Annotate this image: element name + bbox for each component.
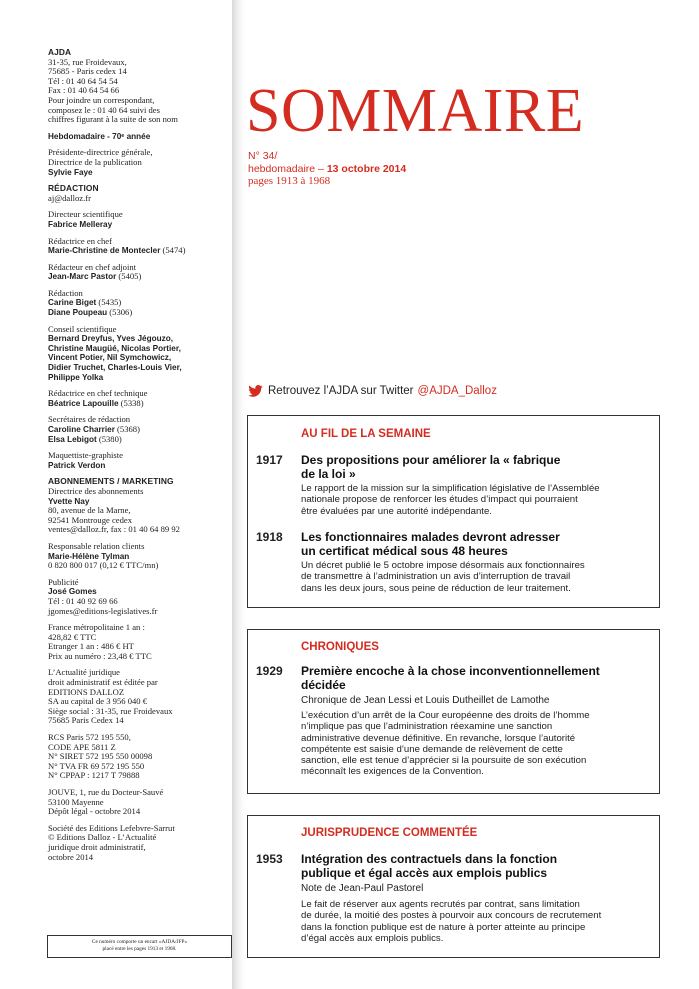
subscriptions-role: Directrice des abonnements — [48, 485, 144, 496]
secretary-name: Elsa Lebigot — [48, 434, 97, 444]
price-line: Etranger 1 an : 486 € HT — [48, 641, 134, 652]
address-line: Pour joindre un correspondant, — [48, 94, 155, 105]
redaction-role: Rédaction — [48, 287, 83, 298]
council-names: Vincent Potier, Nil Symchowicz, — [48, 353, 172, 363]
redaction-name: Carine Biget — [48, 298, 97, 308]
sci-director-name: Fabrice Melleray — [48, 219, 113, 229]
subscriptions-block — [48, 477, 228, 535]
council-names: Christine Maugüé, Nicolas Portier, — [48, 343, 181, 353]
summary-line: être évaluées par une autorité indépendante. — [301, 505, 492, 517]
chief-role: Rédactrice en chef — [48, 235, 112, 246]
sci-director-role: Directeur scientifique — [48, 209, 123, 220]
entry-title[interactable] — [301, 530, 656, 558]
tech-role: Rédactrice en chef technique — [48, 388, 148, 399]
publisher-line: SA au capital de 3 956 040 € — [48, 696, 148, 707]
summary-line: de durée, la moitié des postes à pourvoir aux concours de recrutement — [301, 910, 602, 922]
price-line: Prix au numéro : 23,48 € TTC — [48, 650, 152, 661]
publisher-line: EDITIONS DALLOZ — [48, 686, 125, 697]
secretary-ext: (5368) — [114, 424, 140, 434]
issue-info — [248, 150, 406, 188]
deputy-name: Jean-Marc Pastor — [48, 272, 117, 282]
address-line: 75685 - Paris cedex 14 — [48, 66, 127, 77]
issue-frequency: hebdomadaire – — [248, 162, 327, 175]
entry-title[interactable] — [301, 664, 656, 692]
director-block — [48, 148, 228, 177]
tech-block — [48, 389, 228, 408]
summary-line: sanction, elle est tenue d’apprécier si la poursuite de son exécution — [301, 755, 587, 767]
legal-line: CODE APE 5811 Z — [48, 741, 116, 752]
entry-summary — [301, 483, 656, 517]
insert-note-line: placé entre les pages 1913 et 1968. — [102, 946, 177, 952]
issue-date: 13 octobre 2014 — [326, 162, 407, 175]
summary-line: dans la fonction publique est de nature à porter atteinte au principe — [301, 921, 586, 933]
page-fold-shadow — [232, 0, 246, 989]
address-line: composez le : 01 40 64 suivi des — [48, 104, 160, 115]
secretary-name: Caroline Charrier — [48, 425, 115, 434]
insert-note-line: Ce numéro comporte un encart «AJDA/JFP» — [91, 939, 188, 945]
twitter-handle-link[interactable]: @AJDA_Dalloz — [417, 385, 497, 397]
frequency: Hebdomadaire - 70ᵉ année — [48, 131, 151, 141]
legal-line: RCS Paris 572 195 550, — [48, 732, 131, 743]
summary-line: Le rapport de la mission sur la simplification législative de l’Assemblée — [301, 483, 600, 494]
page-title: SOMMAIRE — [246, 77, 585, 145]
deputy-ext: (5405) — [116, 271, 142, 282]
issue-number: N° 34/ — [248, 150, 278, 162]
entry-title-line: Des propositions pour améliorer la « fabrique — [301, 453, 561, 467]
secretaries-block — [48, 415, 228, 444]
subscriptions-name: Yvette Nay — [48, 496, 90, 506]
redaction-heading: RÉDACTION — [48, 183, 99, 194]
redaction-email: aj@dalloz.fr — [48, 192, 91, 203]
copyright-line: octobre 2014 — [48, 851, 94, 862]
summary-line: de transmettre à l’administration un avis d’interruption de travail — [301, 571, 571, 583]
subscriptions-address: ventes@dalloz.fr, fax : 01 40 64 89 92 — [48, 524, 180, 535]
summary-line: méconnaît les exigences de la Convention. — [301, 766, 484, 778]
page-number: 1929 — [256, 664, 283, 678]
advertising-contact: jgomes@editions-legislatives.fr — [48, 605, 158, 616]
tech-ext: (5338) — [118, 397, 144, 408]
copyright-line: juridique droit administratif, — [48, 841, 146, 852]
summary-line: L’exécution d’un arrêt de la Cour européenne des droits de l’homme — [301, 710, 590, 721]
price-line: 428,82 € TTC — [48, 631, 97, 642]
entry-author: Note de Jean-Paul Pastorel — [301, 883, 424, 894]
director-role: Présidente-directrice générale, — [48, 147, 153, 158]
summary-line: nationale propose de renforcer les études d’impact qui pourraient — [301, 494, 578, 506]
prices-block — [48, 623, 228, 661]
council-names: Bernard Dreyfus, Yves Jégouzo, — [48, 334, 173, 344]
chief-name: Marie-Christine de Montecler — [48, 246, 161, 256]
page-number: 1917 — [256, 453, 283, 467]
redaction-ext: (5435) — [96, 297, 122, 308]
layout-role: Maquettiste-graphiste — [48, 450, 123, 461]
address-line: Tél : 01 40 64 54 54 — [48, 75, 118, 86]
summary-line: d’égal accès aux emplois publics. — [301, 932, 444, 944]
redaction-block — [48, 184, 228, 203]
entry-author: Chronique de Jean Lessi et Louis Dutheillet de Lamothe — [301, 695, 550, 706]
entry-title-line: publique et égal accès aux emplois publics — [301, 866, 548, 880]
summary-line: Un décret publié le 5 octobre impose désormais aux fonctionnaires — [301, 560, 585, 571]
address-line: Fax : 01 40 64 54 66 — [48, 85, 120, 96]
secretary-ext: (5380) — [96, 433, 122, 444]
copyright-block — [48, 824, 228, 862]
advertising-block — [48, 578, 228, 616]
council-names: Didier Truchet, Charles-Louis Vier, — [48, 363, 182, 373]
page-number: 1953 — [256, 852, 283, 866]
deputy-block — [48, 263, 228, 282]
director-role: Directrice de la publication — [48, 156, 142, 167]
tech-name: Béatrice Lapouille — [48, 398, 119, 408]
page-number: 1918 — [256, 530, 283, 544]
summary-line: n’implique pas que l’administration réexamine une sanction — [301, 721, 553, 733]
advertising-role: Publicité — [48, 576, 79, 587]
summary-line: administrative devenue définitive. En revanche, lorsque l’autorité — [301, 732, 576, 744]
section-jurisprudence-commentee — [247, 815, 660, 958]
price-line: France métropolitaine 1 an : — [48, 622, 145, 633]
publisher-line: Siège social : 31-35, rue Froidevaux — [48, 705, 173, 716]
twitter-bird-icon — [248, 385, 263, 397]
issue-pages: pages 1913 à 1968 — [248, 175, 331, 187]
client-role: Responsable relation clients — [48, 540, 145, 551]
publisher-line: L’Actualité juridique — [48, 667, 120, 678]
entry-title[interactable] — [301, 852, 656, 880]
subscriptions-address: 92541 Montrouge cedex — [48, 514, 133, 525]
entry-summary — [301, 710, 656, 778]
advertising-name: José Gomes — [48, 587, 97, 597]
address-line: 31-35, rue Froidevaux, — [48, 56, 127, 67]
copyright-line: Société des Editions Lefebvre-Sarrut — [48, 822, 175, 833]
summary-line: Le fait de réserver aux agents recrutés par contrat, sans limitation — [301, 899, 580, 910]
client-name: Marie-Hélène Tylman — [48, 551, 130, 561]
copyright-line: © Editions Dalloz - L’Actualité — [48, 832, 157, 843]
entry-title-line: Intégration des contractuels dans la fonction — [301, 852, 558, 866]
entry-title-line: décidée — [301, 678, 346, 692]
layout-name: Patrick Verdon — [48, 460, 106, 470]
entry-title-line: un certificat médical sous 48 heures — [301, 544, 508, 558]
council-role: Conseil scientifique — [48, 323, 117, 334]
printer-line: 53100 Mayenne — [48, 796, 104, 807]
section-heading: AU FIL DE LA SEMAINE — [301, 428, 431, 440]
council-names: Philippe Yolka — [48, 372, 104, 382]
address-line: chiffres figurant à la suite de son nom — [48, 114, 178, 125]
insert-note-box — [47, 935, 232, 958]
masthead-column — [48, 48, 228, 862]
sci-director-block — [48, 210, 228, 229]
printer-block — [48, 788, 228, 817]
legal-line: N° SIRET 572 195 550 00098 — [48, 751, 153, 762]
entry-summary — [301, 899, 656, 944]
legal-line: N° CPPAP : 1217 T 79888 — [48, 770, 140, 781]
director-name: Sylvie Faye — [48, 167, 93, 177]
printer-line: Dépôt légal - octobre 2014 — [48, 806, 141, 817]
section-chroniques — [247, 629, 660, 794]
client-block — [48, 542, 228, 571]
chief-ext: (5474) — [160, 245, 186, 256]
subscriptions-heading: ABONNEMENTS / MARKETING — [48, 476, 174, 487]
entry-title[interactable] — [301, 453, 656, 481]
client-phone: 0 820 800 017 (0,12 € TTC/mn) — [48, 560, 159, 571]
entry-title-line: de la loi » — [301, 467, 356, 481]
summary-line: dans les deux jours, sous peine de réduction de leur traitement. — [301, 582, 571, 594]
deputy-role: Rédacteur en chef adjoint — [48, 261, 137, 272]
layout-block — [48, 451, 228, 470]
section-heading: CHRONIQUES — [301, 641, 379, 653]
redaction-ext: (5306) — [107, 307, 133, 318]
entry-title-line: Les fonctionnaires malades devront adresser — [301, 530, 560, 544]
redaction-name: Diane Poupeau — [48, 308, 108, 318]
entry-summary — [301, 560, 656, 594]
legal-block — [48, 733, 228, 781]
legal-line: N° TVA FR 69 572 195 550 — [48, 760, 145, 771]
publisher-block — [48, 668, 228, 726]
publisher-line: 75685 Paris Cedex 14 — [48, 715, 124, 726]
printer-line: JOUVE, 1, rue du Docteur-Sauvé — [48, 787, 164, 797]
masthead-name: AJDA — [48, 47, 72, 57]
masthead-address — [48, 58, 228, 125]
publisher-line: droit administratif est éditée par — [48, 677, 158, 688]
council-block — [48, 325, 228, 383]
section-heading: JURISPRUDENCE COMMENTÉE — [301, 827, 478, 839]
subscriptions-address: 80, avenue de la Marne, — [48, 505, 131, 516]
twitter-promo — [248, 385, 497, 397]
secretaries-role: Secrétaires de rédaction — [48, 414, 131, 425]
section-au-fil-de-la-semaine — [247, 415, 660, 608]
twitter-text: Retrouvez l’AJDA sur Twitter — [268, 385, 414, 397]
summary-line: compétente est saisie d’une demande de relèvement de cette — [301, 743, 563, 755]
redaction-staff-block — [48, 289, 228, 318]
entry-title-line: Première encoche à la chose inconventionnellement — [301, 664, 600, 678]
chief-block — [48, 237, 228, 256]
advertising-contact: Tél : 01 40 92 69 66 — [48, 595, 118, 606]
